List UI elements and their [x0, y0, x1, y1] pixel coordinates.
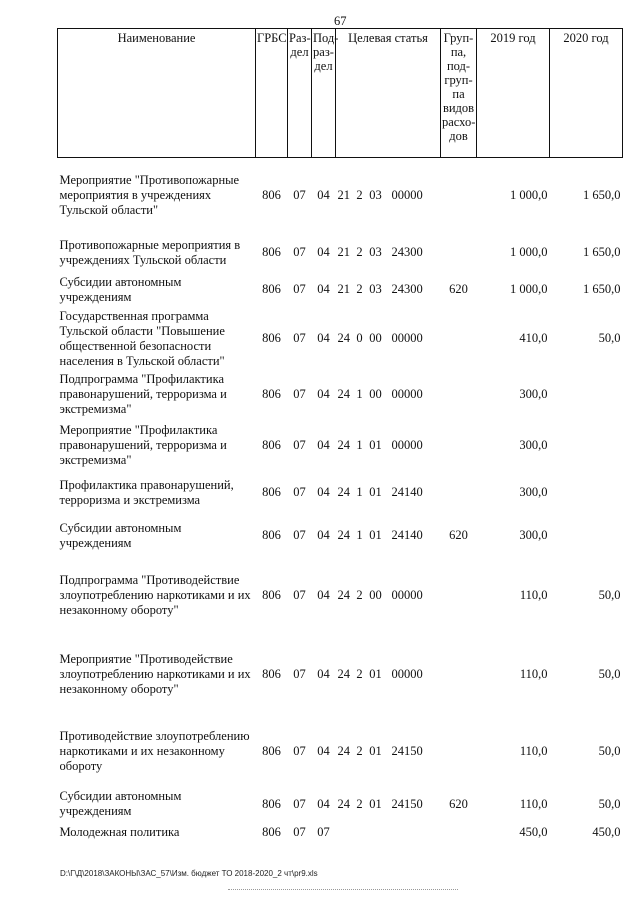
article-subprogram: 1 [356, 438, 363, 452]
article-program: 24 [337, 667, 350, 681]
row-podrazdel: 04 [317, 188, 330, 203]
row-target-article [336, 472, 441, 514]
row-expense-group: 620 [449, 796, 468, 811]
article-subprogram: 1 [356, 485, 363, 499]
row-target-article [336, 788, 441, 821]
table-row [58, 420, 623, 472]
article-subprogram: 2 [356, 245, 363, 259]
row-name: Профилактика правонарушений, терроризма и экстремизма [59, 477, 234, 507]
row-target-article [336, 272, 441, 308]
article-direction: 00000 [391, 667, 423, 681]
row-razdel: 07 [293, 485, 306, 499]
row-target-article [336, 370, 441, 420]
row-podrazdel: 04 [317, 387, 330, 401]
table-row [58, 716, 623, 788]
row-expense-group [441, 308, 477, 370]
row-amount-2019: 110,0 [519, 744, 548, 758]
header-group: Груп-па, под-груп-па видов расхо-дов [441, 29, 477, 158]
row-amount-2019: 110,0 [519, 588, 548, 602]
row-amount-2019: 300,0 [519, 387, 548, 401]
row-podrazdel: 04 [317, 744, 330, 758]
row-target-article [336, 716, 441, 788]
row-expense-group [441, 234, 477, 272]
row-amount-2020: 50,0 [598, 667, 621, 681]
row-amount-2019: 300,0 [519, 485, 548, 499]
row-grbs: 806 [262, 438, 281, 452]
article-program: 24 [337, 387, 350, 401]
article-direction: 00000 [391, 438, 423, 452]
table-row [58, 234, 623, 272]
row-grbs: 806 [262, 387, 281, 401]
row-expense-group [441, 634, 477, 716]
article-event: 01 [369, 438, 382, 452]
row-podrazdel: 04 [317, 331, 330, 345]
row-grbs: 806 [262, 588, 281, 602]
article-direction: 24300 [391, 282, 423, 296]
row-target-article [336, 234, 441, 272]
row-amount-2019: 1 000,0 [510, 245, 548, 259]
table-row [58, 558, 623, 634]
article-program: 21 [337, 282, 350, 296]
row-target-article [336, 158, 441, 234]
row-amount-2020: 50,0 [598, 331, 621, 345]
row-podrazdel: 07 [317, 825, 330, 839]
table-row [58, 370, 623, 420]
article-subprogram: 1 [356, 387, 363, 401]
header-name: Наименование [58, 29, 256, 158]
row-razdel: 07 [293, 796, 306, 811]
row-expense-group [441, 558, 477, 634]
row-grbs: 806 [262, 188, 281, 203]
row-grbs: 806 [262, 245, 281, 259]
row-target-article [336, 308, 441, 370]
row-podrazdel: 04 [317, 667, 330, 681]
scan-artifact-line [228, 889, 458, 890]
article-program: 24 [337, 744, 350, 758]
table-row [58, 634, 623, 716]
row-expense-group [441, 821, 477, 845]
row-amount-2019: 110,0 [519, 667, 548, 681]
article-direction: 00000 [391, 188, 423, 203]
row-name: Подпрограмма "Профилактика правонарушений, терроризма и экстремизма" [59, 372, 227, 416]
budget-table [57, 28, 623, 845]
header-row [58, 29, 623, 158]
row-amount-2020: 1 650,0 [583, 282, 621, 296]
article-direction: 24140 [391, 485, 423, 499]
row-razdel: 07 [293, 331, 306, 345]
row-podrazdel: 04 [317, 438, 330, 452]
article-subprogram: 2 [356, 796, 363, 811]
header-2019: 2019 год [477, 29, 550, 158]
article-direction: 00000 [391, 331, 423, 345]
row-grbs: 806 [262, 528, 281, 542]
article-direction: 24140 [391, 528, 423, 542]
row-amount-2019: 1 000,0 [510, 282, 548, 296]
row-razdel: 07 [293, 282, 306, 296]
row-amount-2020: 50,0 [598, 796, 621, 811]
row-amount-2020: 50,0 [598, 588, 621, 602]
row-amount-2020: 450,0 [592, 825, 621, 839]
article-direction: 00000 [391, 588, 423, 602]
article-event: 01 [369, 667, 382, 681]
row-name: Субсидии автономным учреждениям [59, 274, 182, 304]
article-event: 00 [369, 588, 382, 602]
page-number: 67 [334, 14, 347, 28]
article-event: 00 [369, 331, 382, 345]
article-program: 21 [337, 188, 350, 203]
row-name: Мероприятие "Противопожарные мероприятия в учреждениях Тульской области" [59, 173, 240, 218]
article-program: 24 [337, 528, 350, 542]
row-target-article [336, 558, 441, 634]
row-podrazdel: 04 [317, 485, 330, 499]
row-podrazdel: 04 [317, 245, 330, 259]
row-amount-2019: 450,0 [519, 825, 548, 839]
table-body [58, 158, 623, 845]
row-podrazdel: 04 [317, 588, 330, 602]
row-target-article [336, 634, 441, 716]
row-target-article [336, 821, 441, 845]
header-razdel: Раз-дел [288, 29, 312, 158]
row-amount-2020 [550, 420, 623, 472]
table-row [58, 272, 623, 308]
row-expense-group [441, 420, 477, 472]
table-row [58, 472, 623, 514]
row-amount-2020: 1 650,0 [583, 188, 621, 203]
row-grbs: 806 [262, 282, 281, 296]
row-expense-group: 620 [449, 282, 468, 296]
article-direction: 24300 [391, 245, 423, 259]
article-program: 21 [337, 245, 350, 259]
row-razdel: 07 [293, 588, 306, 602]
row-amount-2019: 1 000,0 [510, 188, 548, 203]
row-name: Мероприятие "Профилактика правонарушений, терроризма и экстремизма" [59, 423, 227, 467]
article-subprogram: 2 [356, 188, 363, 203]
row-grbs: 806 [262, 667, 281, 681]
article-program: 24 [337, 438, 350, 452]
article-event: 01 [369, 528, 382, 542]
row-amount-2019: 110,0 [519, 796, 548, 811]
row-razdel: 07 [293, 667, 306, 681]
table-row [58, 821, 623, 845]
row-name: Подпрограмма "Противодействие злоупотреблению наркотиками и их незаконному обороту" [59, 573, 251, 617]
article-subprogram: 2 [356, 744, 363, 758]
article-subprogram: 0 [356, 331, 363, 345]
article-event: 03 [369, 282, 382, 296]
article-event: 03 [369, 245, 382, 259]
row-grbs: 806 [262, 331, 281, 345]
table-row [58, 158, 623, 234]
article-event: 01 [369, 485, 382, 499]
row-podrazdel: 04 [317, 528, 330, 542]
table-row [58, 514, 623, 558]
row-target-article [336, 514, 441, 558]
row-amount-2020 [550, 472, 623, 514]
row-amount-2019: 300,0 [519, 438, 548, 452]
article-subprogram: 2 [356, 588, 363, 602]
row-name: Противодействие злоупотреблению наркотиками и их незаконному обороту [59, 729, 250, 773]
row-razdel: 07 [293, 188, 306, 203]
row-name: Молодежная политика [59, 825, 180, 839]
row-grbs: 806 [262, 485, 281, 499]
table-row [58, 788, 623, 821]
article-subprogram: 1 [356, 528, 363, 542]
row-name: Мероприятие "Противодействие злоупотреблению наркотиками и их незаконному обороту" [59, 652, 251, 696]
article-program: 24 [337, 485, 350, 499]
table-row [58, 308, 623, 370]
article-event: 00 [369, 387, 382, 401]
row-expense-group [441, 716, 477, 788]
article-program: 24 [337, 796, 350, 811]
article-program: 24 [337, 331, 350, 345]
row-grbs: 806 [262, 825, 281, 839]
row-name: Государственная программа Тульской области "Повышение общественной безопасности населения в Тульской области" [59, 308, 225, 368]
header-2020: 2020 год [550, 29, 623, 158]
row-name: Противопожарные мероприятия в учреждениях Тульской области [59, 237, 241, 267]
row-amount-2020 [550, 370, 623, 420]
row-grbs: 806 [262, 796, 281, 811]
article-direction: 24150 [391, 796, 423, 811]
header-podrazdel: Под-раз-дел [312, 29, 336, 158]
row-razdel: 07 [293, 438, 306, 452]
file-path-footer: D:\Г\Д\2018\ЗАКОНЫ\ЗАС_57\Изм. бюджет ТО 2018-2020_2 чт\pr9.xls [60, 869, 318, 878]
article-direction: 00000 [391, 387, 423, 401]
row-razdel: 07 [293, 744, 306, 758]
row-razdel: 07 [293, 245, 306, 259]
header-grbs: ГРБС [256, 29, 288, 158]
row-amount-2020: 1 650,0 [583, 245, 621, 259]
row-amount-2019: 410,0 [519, 331, 548, 345]
article-direction: 24150 [391, 744, 423, 758]
row-amount-2020 [550, 514, 623, 558]
article-event: 01 [369, 796, 382, 811]
row-target-article [336, 420, 441, 472]
row-expense-group [441, 472, 477, 514]
row-razdel: 07 [293, 825, 306, 839]
row-podrazdel: 04 [317, 796, 330, 811]
article-event: 03 [369, 188, 382, 203]
row-amount-2020: 50,0 [598, 744, 621, 758]
header-article: Целевая статья [336, 29, 441, 158]
row-amount-2019: 300,0 [519, 528, 548, 542]
article-program: 24 [337, 588, 350, 602]
row-razdel: 07 [293, 528, 306, 542]
row-razdel: 07 [293, 387, 306, 401]
article-subprogram: 2 [356, 282, 363, 296]
article-subprogram: 2 [356, 667, 363, 681]
row-grbs: 806 [262, 744, 281, 758]
article-event: 01 [369, 744, 382, 758]
row-expense-group: 620 [449, 528, 468, 542]
row-podrazdel: 04 [317, 282, 330, 296]
row-expense-group [441, 158, 477, 234]
row-expense-group [441, 370, 477, 420]
row-name: Субсидии автономным учреждениям [59, 520, 182, 550]
row-name: Субсидии автономным учреждениям [59, 789, 182, 818]
